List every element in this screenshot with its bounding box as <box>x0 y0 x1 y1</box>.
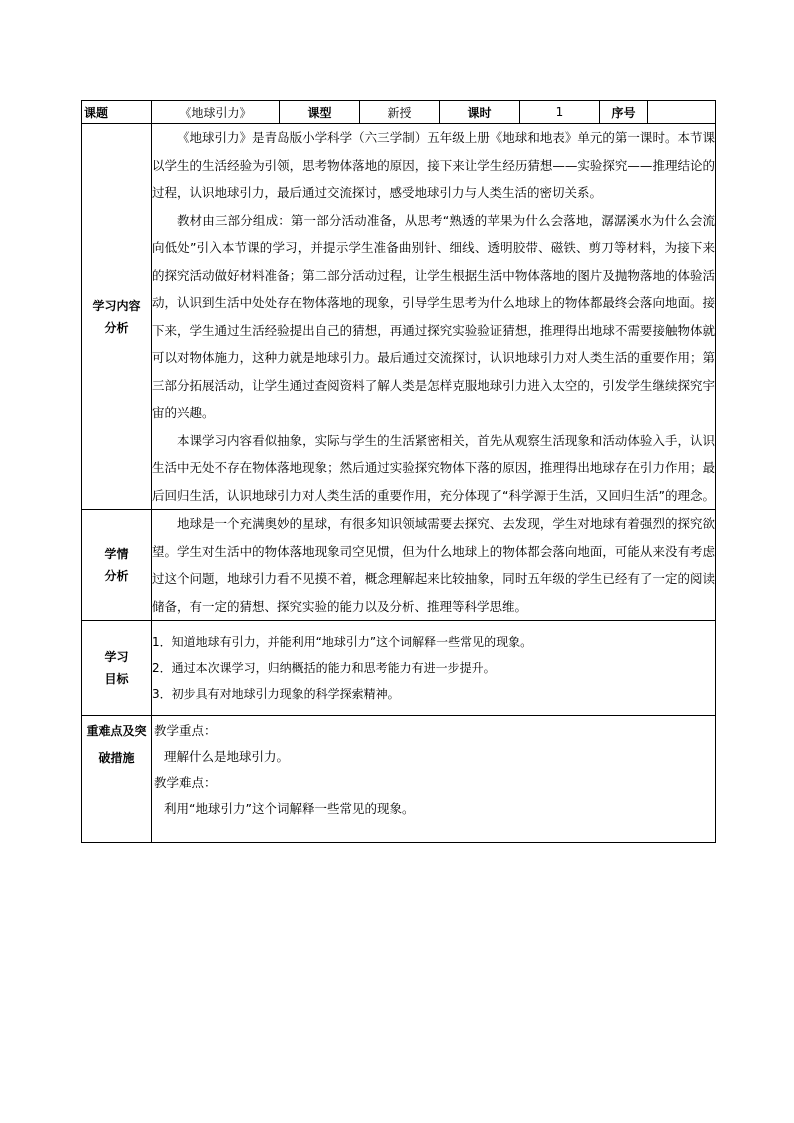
goal-item-2: 2．通过本次课学习，归纳概括的能力和思考能力有进一步提升。 <box>152 661 496 675</box>
student-analysis-row <box>82 510 716 621</box>
keypoints-label-line1: 重难点及突 <box>86 724 147 738</box>
content-paragraph-1: 《地球引力》是青岛版小学科学（六三学制）五年级上册《地球和地表》单元的第一课时。本节课以学生的生活经验为引领，思考物体落地的原因，接下来让学生经历猜想——实验探究——推理结论的过程，认识地球引力，最后通过交流探讨，感受地球引力与人类生活的密切关系。 <box>152 130 715 200</box>
topic-value: 《地球引力》 <box>152 101 280 124</box>
lesson-type-label: 课型 <box>280 101 360 124</box>
key-points-row <box>82 716 716 843</box>
teaching-focus-text: 理解什么是地球引力。 <box>164 749 290 764</box>
goal-item-3: 3．初步具有对地球引力现象的科学探索精神。 <box>152 687 400 701</box>
content-paragraph-2: 教材由三部分组成：第一部分活动准备，从思考“熟透的苹果为什么会落地，潺潺溪水为什么会流向低处”引入本节课的学习，并提示学生准备曲别针、细线、透明胶带、磁铁、剪刀等材料，为接下来的探究活动做好材料准备；第二部分活动过程，让学生根据生活中物体落地的图片及抛物落地的体验活动，认识到生活中处处存在物体落地的现象，引导学生思考为什么地球上的物体都最终会落向地面。接下来，学生通过生活经验提出自己的猜想，再通过探究实验验证猜想，推理得出地球不需要接触物体就可以对物体施力，这种力就是地球引力。最后通过交流探讨，认识地球引力对人类生活的重要作用；第三部分拓展活动，让学生通过查阅资料了解人类是怎样克服地球引力进入太空的，引发学生继续探究宇宙的兴趣。 <box>152 212 715 420</box>
student-analysis-label <box>82 510 152 621</box>
learning-goals-row <box>82 621 716 716</box>
teaching-difficulty-title: 教学难点： <box>154 775 217 790</box>
student-analysis-body <box>152 510 716 621</box>
keypoints-label-line2: 破措施 <box>98 751 135 765</box>
class-hours-value: 1 <box>520 101 600 124</box>
header-row <box>82 101 716 124</box>
content-analysis-label <box>82 124 152 510</box>
sequence-label: 序号 <box>600 101 648 124</box>
content-label-line2: 分析 <box>104 320 129 335</box>
content-analysis-row <box>82 124 716 510</box>
class-hours-label: 课时 <box>440 101 520 124</box>
learning-goals-body <box>152 621 716 716</box>
student-label-line1: 学情 <box>104 547 129 561</box>
topic-label: 课题 <box>82 101 152 124</box>
content-label-line1: 学习内容 <box>92 298 141 313</box>
student-paragraph: 地球是一个充满奥妙的星球，有很多知识领域需要去探究、去发现，学生对地球有着强烈的探究欲望。学生对生活中的物体落地现象司空见惯，但为什么地球上的物体都会落向地面，可能从来没有考虑过这个问题，地球引力看不见摸不着，概念理解起来比较抽象，同时五年级的学生已经有了一定的阅读储备，有一定的猜想、探究实验的能力以及分析、推理等科学思维。 <box>152 516 715 614</box>
lesson-plan-table <box>81 100 716 843</box>
goals-label-line1: 学习 <box>104 650 129 664</box>
student-label-line2: 分析 <box>104 569 129 583</box>
sequence-value <box>648 101 716 124</box>
lesson-type-value: 新授 <box>360 101 440 124</box>
goal-item-1: 1．知道地球有引力，并能利用“地球引力”这个词解释一些常见的现象。 <box>152 635 533 649</box>
content-analysis-body <box>152 124 716 510</box>
goals-label-line2: 目标 <box>104 672 129 686</box>
content-paragraph-3: 本课学习内容看似抽象，实际与学生的生活紧密相关，首先从观察生活现象和活动体验入手，认识生活中无处不存在物体落地现象；然后通过实验探究物体下落的原因，推理得出地球存在引力作用；最后回归生活，认识地球引力对人类生活的重要作用，充分体现了“科学源于生活，又回归生活”的理念。 <box>152 432 715 503</box>
learning-goals-label <box>82 621 152 716</box>
key-points-label <box>82 716 152 843</box>
key-points-body <box>152 716 716 843</box>
teaching-difficulty-text: 利用“地球引力”这个词解释一些常见的现象。 <box>164 801 415 816</box>
teaching-focus-title: 教学重点： <box>154 723 217 738</box>
